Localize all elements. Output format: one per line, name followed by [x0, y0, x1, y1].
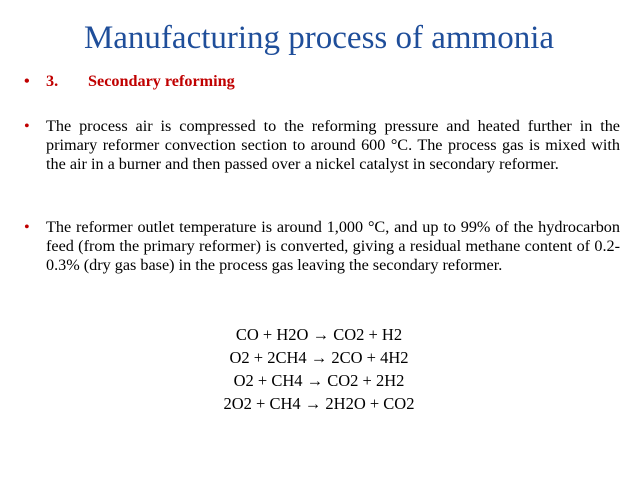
bullet-text: The process air is compressed to the reforming pressure and heated further in the primary reformer convection section to around 600 °C. The process gas is mixed with the air in a burner and then passed over a nickel catalyst in secondary reformer.: [46, 117, 620, 173]
reaction-equations: [0, 323, 638, 415]
bullet-icon: •: [24, 117, 30, 135]
bullet-text: The reformer outlet temperature is around 1,000 °C, and up to 99% of the hydrocarbon feed (from the primary reformer) is converted, giving a residual methane content of 0.2-0.3% (dry gas base) in the process gas leaving the secondary reformer.: [46, 218, 620, 274]
bullet-icon: •: [24, 72, 30, 90]
slide-title: Manufacturing process of ammonia: [83, 20, 555, 56]
section-label: Secondary reforming: [88, 72, 235, 90]
equation: O2 + CH4 → CO2 + 2H2: [233, 371, 405, 390]
equation: CO + H2O → CO2 + H2: [235, 325, 403, 344]
equation: O2 + 2CH4 → 2CO + 4H2: [229, 348, 409, 367]
section-number: 3.: [46, 72, 59, 90]
equation: 2O2 + CH4 → 2H2O + CO2: [223, 394, 415, 413]
bullet-icon: •: [24, 218, 30, 236]
